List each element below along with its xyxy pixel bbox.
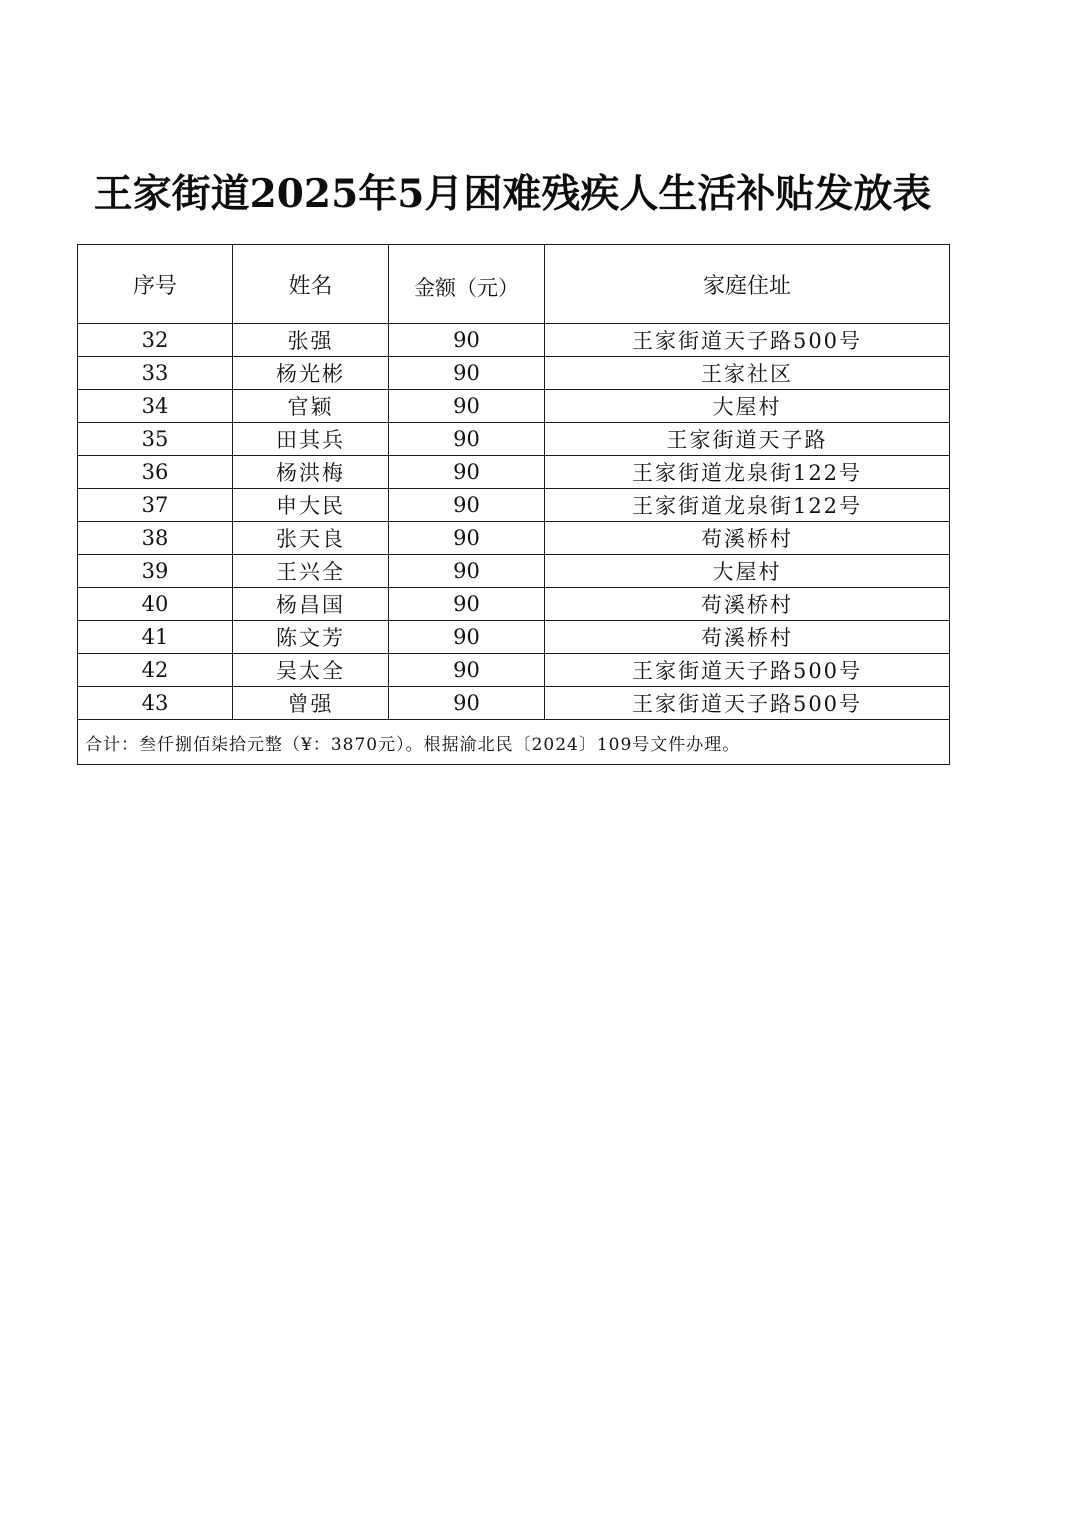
cell-address: 王家街道天子路 [545,423,950,456]
cell-amount: 90 [389,357,545,390]
cell-name: 曾强 [233,687,389,720]
cell-amount: 90 [389,390,545,423]
table-body [78,324,950,720]
cell-index: 40 [78,588,233,621]
cell-index: 36 [78,456,233,489]
cell-name: 张强 [233,324,389,357]
cell-index: 33 [78,357,233,390]
document-title: 王家街道2025年5月困难残疾人生活补贴发放表 [93,171,932,217]
table-row [78,588,950,621]
cell-index: 38 [78,522,233,555]
cell-amount: 90 [389,423,545,456]
cell-amount: 90 [389,489,545,522]
cell-address: 王家街道天子路500号 [545,654,950,687]
cell-name: 杨洪梅 [233,456,389,489]
subsidy-table [77,244,950,765]
cell-amount: 90 [389,555,545,588]
cell-name: 杨昌国 [233,588,389,621]
cell-name: 田其兵 [233,423,389,456]
cell-index: 41 [78,621,233,654]
cell-address: 王家街道龙泉街122号 [545,489,950,522]
cell-amount: 90 [389,654,545,687]
cell-index: 42 [78,654,233,687]
header-name: 姓名 [233,245,389,324]
table-row [78,555,950,588]
table-row [78,324,950,357]
cell-address: 苟溪桥村 [545,522,950,555]
cell-name: 张天良 [233,522,389,555]
cell-index: 34 [78,390,233,423]
header-address: 家庭住址 [545,245,950,324]
table-row [78,456,950,489]
cell-address: 王家社区 [545,357,950,390]
cell-address: 王家街道天子路500号 [545,687,950,720]
table-header-row [78,245,950,324]
table-row [78,621,950,654]
table-row [78,654,950,687]
cell-name: 陈文芳 [233,621,389,654]
cell-amount: 90 [389,456,545,489]
cell-index: 39 [78,555,233,588]
cell-amount: 90 [389,687,545,720]
table-row [78,687,950,720]
header-amount: 金额（元） [389,245,545,324]
cell-index: 37 [78,489,233,522]
cell-address: 大屋村 [545,390,950,423]
table-row [78,489,950,522]
cell-address: 苟溪桥村 [545,621,950,654]
cell-name: 官颖 [233,390,389,423]
cell-address: 大屋村 [545,555,950,588]
table-row [78,390,950,423]
cell-name: 杨光彬 [233,357,389,390]
cell-address: 王家街道龙泉街122号 [545,456,950,489]
cell-name: 吴太全 [233,654,389,687]
cell-address: 苟溪桥村 [545,588,950,621]
cell-name: 王兴全 [233,555,389,588]
cell-name: 申大民 [233,489,389,522]
cell-amount: 90 [389,588,545,621]
cell-amount: 90 [389,621,545,654]
cell-index: 32 [78,324,233,357]
table-row [78,357,950,390]
cell-amount: 90 [389,324,545,357]
cell-amount: 90 [389,522,545,555]
total-note: 合计：叁仟捌佰柒拾元整（¥：3870元）。根据渝北民〔2024〕109号文件办理。 [78,720,950,765]
table-row [78,423,950,456]
cell-address: 王家街道天子路500号 [545,324,950,357]
table-footer-row [78,720,950,765]
table-row [78,522,950,555]
cell-index: 35 [78,423,233,456]
header-index: 序号 [78,245,233,324]
cell-index: 43 [78,687,233,720]
